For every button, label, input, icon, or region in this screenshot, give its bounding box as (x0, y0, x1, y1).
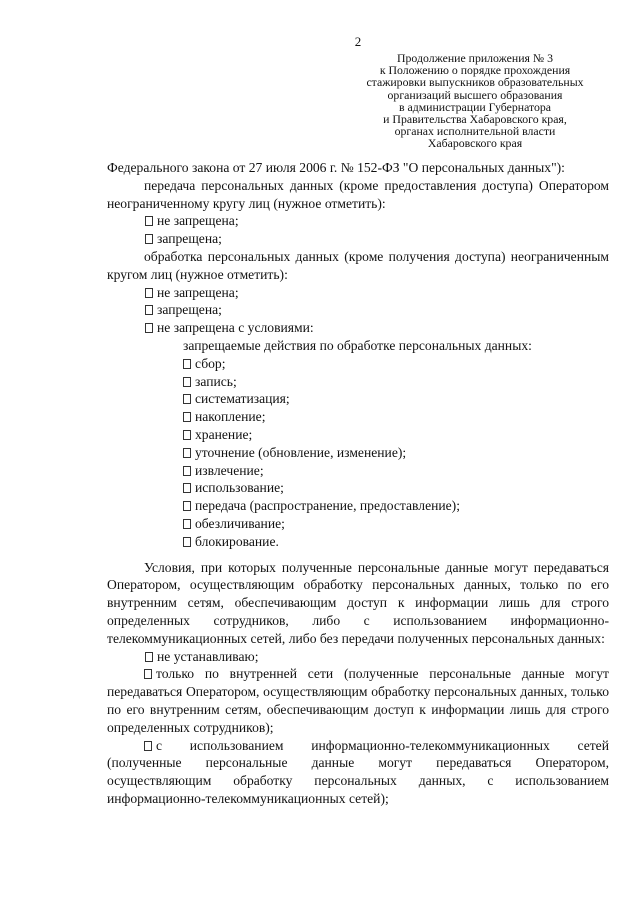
option-label: не запрещена; (157, 213, 239, 229)
appendix-line: Хабаровского края (427, 136, 523, 151)
option-label: запрещена; (157, 231, 222, 247)
prohibited-action (107, 355, 609, 373)
option-label: не запрещена; (157, 284, 239, 300)
checkbox-icon[interactable] (144, 741, 152, 751)
action-label: извлечение; (195, 462, 264, 478)
appendix-line: в администрации Губернатора (398, 99, 552, 114)
prohibited-action (107, 462, 609, 480)
prohibited-action (107, 479, 609, 497)
action-label: блокирование. (195, 533, 279, 549)
checkbox-icon[interactable] (183, 537, 191, 547)
conditions-paragraph: Условия, при которых полученные персональные данные могут передаваться Оператором, осуществляющим обработку персональных данных, только по его внутренним сетям, обеспечивающим доступ к информации лишь для строго определенных сотрудников, либо с использованием информационно-телекоммуникационных сетей, либо без передачи полученных персональных данных: (107, 559, 609, 646)
conditions-option (107, 648, 609, 666)
checkbox-icon[interactable] (183, 448, 191, 458)
checkbox-icon[interactable] (183, 466, 191, 476)
processing-paragraph: обработка персональных данных (кроме получения доступа) неограниченным кругом лиц (нужное отметить): (107, 248, 609, 282)
action-label: передача (распространение, предоставление); (195, 498, 460, 514)
conditions-option (107, 665, 609, 736)
prohibited-action (107, 497, 609, 515)
action-label: уточнение (обновление, изменение); (195, 444, 407, 460)
option-label: не устанавливаю; (157, 648, 259, 664)
checkbox-icon[interactable] (145, 288, 153, 298)
appendix-header (350, 52, 600, 150)
action-label: использование; (195, 480, 284, 496)
page-number: 2 (354, 34, 362, 49)
prohibited-action (107, 533, 609, 551)
checkbox-icon[interactable] (183, 377, 191, 387)
checkbox-icon[interactable] (145, 234, 153, 244)
checkbox-icon[interactable] (145, 305, 153, 315)
action-label: систематизация; (195, 391, 290, 407)
prohibited-action (107, 390, 609, 408)
checkbox-icon[interactable] (144, 669, 152, 679)
option-label: с использованием информационно-телекоммуникационных сетей (полученные персональные данные могут передаваться Оператором, осуществляющим обработку персональных данных, с использованием информационно-телекоммуникационных сетей); (107, 737, 609, 806)
action-label: сбор; (195, 355, 226, 371)
option-label: запрещена; (157, 302, 222, 318)
checkbox-icon[interactable] (183, 394, 191, 404)
prohibited-action (107, 408, 609, 426)
appendix-line: и Правительства Хабаровского края, (383, 112, 567, 127)
action-label: обезличивание; (195, 515, 285, 531)
spacer (107, 551, 609, 559)
transfer-option (107, 230, 609, 248)
conditions-option (107, 737, 609, 808)
checkbox-icon[interactable] (183, 430, 191, 440)
processing-option (107, 319, 609, 337)
transfer-option (107, 212, 609, 230)
checkbox-icon[interactable] (145, 323, 153, 333)
document-body (107, 159, 609, 808)
checkbox-icon[interactable] (183, 412, 191, 422)
prohibited-action (107, 515, 609, 533)
checkbox-icon[interactable] (183, 483, 191, 493)
action-label: накопление; (195, 409, 266, 425)
checkbox-icon[interactable] (145, 216, 153, 226)
checkbox-icon[interactable] (183, 501, 191, 511)
prohibited-action (107, 444, 609, 462)
transfer-paragraph: передача персональных данных (кроме предоставления доступа) Оператором неограниченному кругу лиц (нужное отметить): (107, 177, 609, 211)
appendix-line: стажировки выпускников образовательных (366, 75, 584, 90)
appendix-line: Продолжение приложения № 3 (396, 51, 553, 65)
intro-paragraph: Федерального закона от 27 июля 2006 г. № 152-ФЗ "О персональных данных"): (107, 160, 565, 175)
processing-option (107, 284, 609, 302)
checkbox-icon[interactable] (183, 519, 191, 529)
processing-option (107, 301, 609, 319)
appendix-line: органах исполнительной власти (394, 124, 556, 139)
option-label: только по внутренней сети (полученные персональные данные могут передаваться Оператором, осуществляющим обработку персональных данных, только по его внутренним сетям, обеспечивающим доступ к информации лишь для строго определенных сотрудников); (107, 666, 609, 735)
appendix-line: к Положению о порядке прохождения (379, 63, 571, 78)
option-label: не запрещена с условиями: (157, 320, 314, 336)
prohibited-action (107, 373, 609, 391)
checkbox-icon[interactable] (183, 359, 191, 369)
action-label: хранение; (195, 426, 253, 442)
action-label: запись; (195, 373, 237, 389)
appendix-line: организаций высшего образования (387, 87, 563, 102)
prohibited-action (107, 426, 609, 444)
checkbox-icon[interactable] (145, 652, 153, 662)
prohibited-actions-heading: запрещаемые действия по обработке персональных данных: (183, 337, 532, 353)
